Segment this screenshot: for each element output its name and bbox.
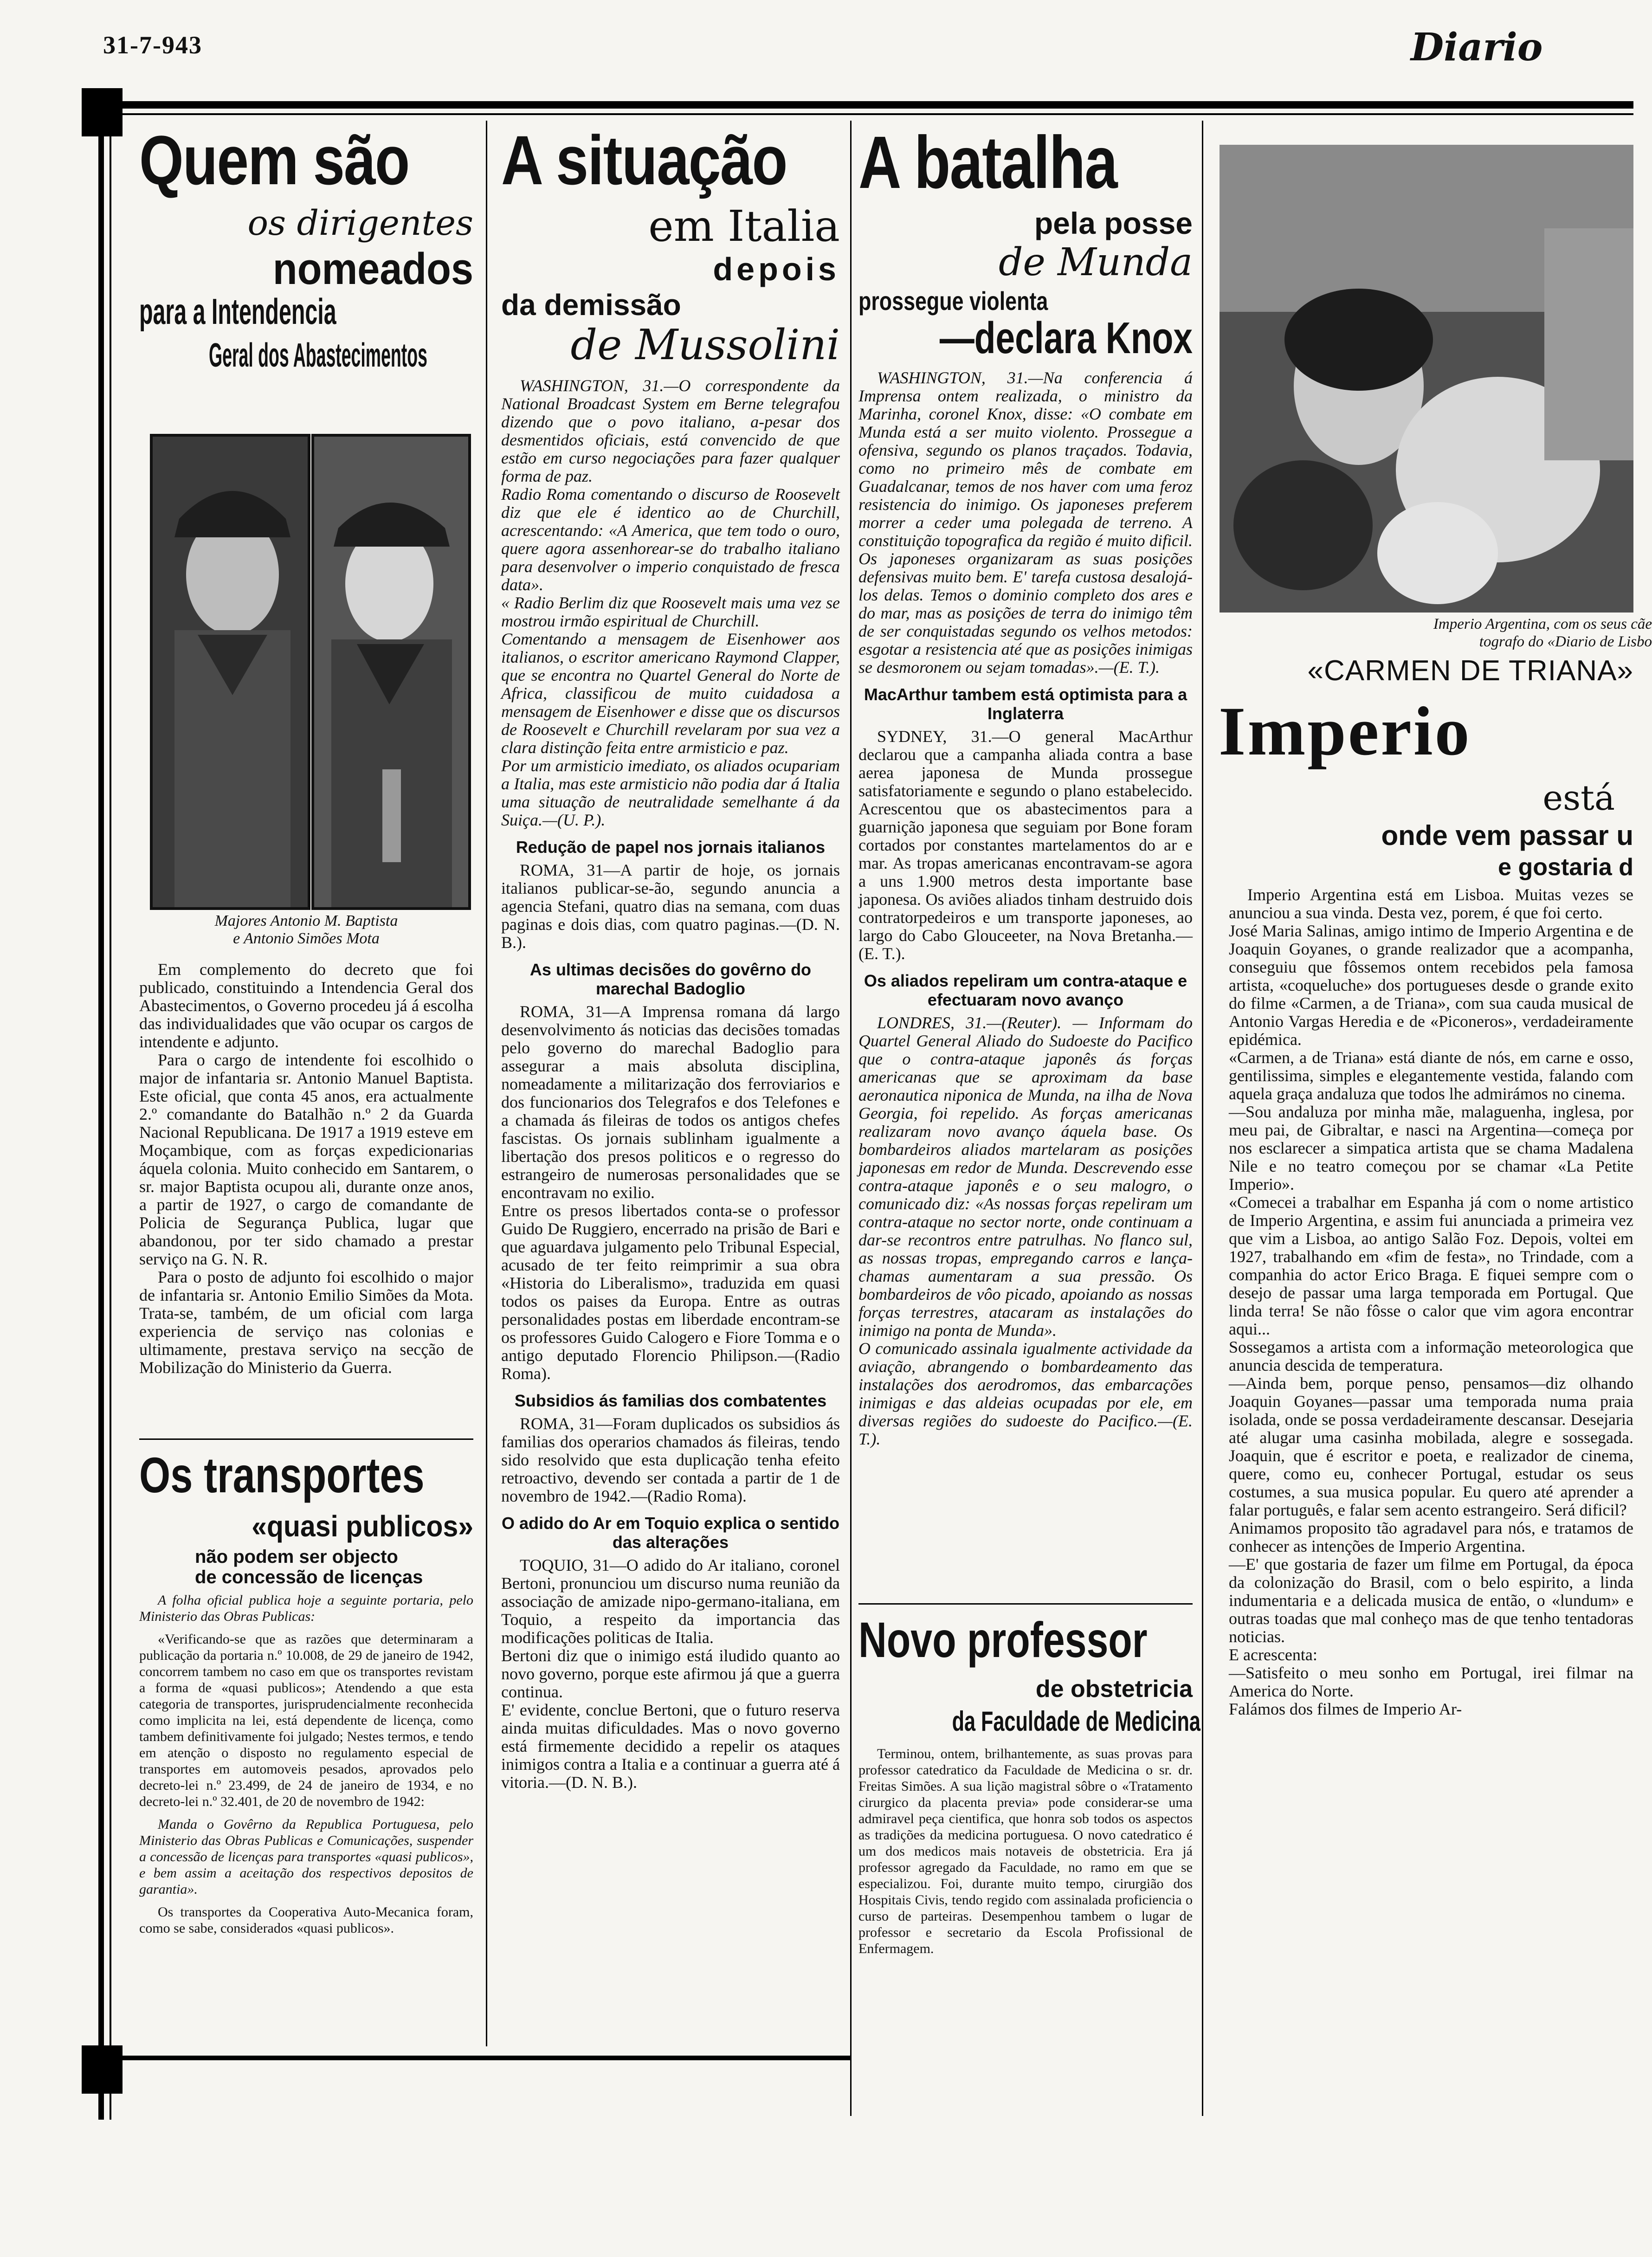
portrait-baptista xyxy=(151,435,309,909)
subhead-gostaria: e gostaria d xyxy=(1498,854,1633,881)
italic-paragraph: LONDRES, 31.—(Reuter). — Informam do Quartel General Aliado do Sudoeste do Pacifico que o contra-ataque japonês ás forças americanas que se aproximam da base aeronautica niponica de Munda, na ilha de Nova Georgia, foi repelido. As forças americanas realizaram novo avanço áquela base. Os bombardeiros aliados martelaram as posições japonesas em redor de Munda. Descrevendo esse contra-ataque japonês e o seu malogro, o comunicado diz: «As nossas forças repeliram um contra-ataque no sector norte, onde continuam a dar-se recontros entre patrulhas. No flanco sul, as nossas tropas, empregando carros e lança-chamas aumentaram a sua pressão. Os bombardeiros de vôo picado, apoiando as nossas forças terrestres, atacaram as instalações do inimigo na ponta de Munda». O comunicado assinala igualmente actividade da aviação, abrangendo o bombardeamento das instalações dos aerodromos, das embarcações inimigas e das aldeias ocupadas por ele, em diversas regiões do sudoeste do Pacifico.—(E. T.). xyxy=(858,1013,1193,1448)
paragraph: Imperio Argentina está em Lisboa. Muitas vezes se anunciou a sua vinda. Desta vez, porem, é que foi certo. José Maria Salinas, amigo intimo de Imperio Argentina e de Joaquin Goyanes, o grande realizador que a acompanha, conseguiu que fôssemos ontem recebidos pela famosa artista, «coqueluche» dos portugueses desde o grande exito do filme «Carmen, a de Triana», com sua cauda musical de Antonio Vargas Heredia e de «Piconeros», verdadeiramente epidémica. «Carmen, a de Triana» está diante de nós, em carne e osso, gentilissima, simples e elegantemente vestida, falando com aquela graça andaluza que todos lhe admirámos no cinema. —Sou andaluza por minha mãe, malaguenha, inglesa, por meu pai, de Gibraltar, e nasci na Argentina—começa por nos esclarecer a simpatica artista que se chama Madalena Nile e no teatro começou por se chamar «La Petite Imperio». «Comecei a trabalhar em Espanha já com o nome artistico de Imperio Argentina, e assim fui anunciada a primeira vez que vim a Lisboa, ao antigo Salão Foz. Depois, voltei em 1927, trabalhando em «fim de festa», no Trindade, com a companhia do actor Erico Braga. E fiquei sempre com o desejo de passar uma larga temporada em Portugal. Que linda terra! Se não fôsse o calor que vim agora encontrar aqui... Sossegamos a artista com a informação meteorologica que anuncia descida de temperatura. —Ainda bem, porque penso, pensamos—diz olhando Joaquin Goyanes—passar uma temporada numa praia isolada, onde se possa verdadeiramente descansar. Desejaria até alugar uma casinha mobilada, alegre e sossegada. Joaquin, que é escritor e poeta, e realizador de cinema, quere, como eu, conhecer Portugal, estudar os seus costumes, a sua musica popular. Eu quero até aprender a falar português, e falar sem acento estrangeiro. Será dificil? Animamos proposito tão agradavel para nós, e tratamos de conhecer as intenções de Imperio Argentina. —E' que gostaria de fazer um filme em Portugal, da época da colonização do Brasil, com o belo espirito, a linda indumentaria e a delicada musica de então, o «lundum» e outras toadas que mal conheço mas de que tenho tentadoras noticias. E acrescenta: —Satisfeito o meu sonho em Portugal, irei filmar na America do Norte. Falámos dos filmes de Imperio Ar- xyxy=(1229,885,1633,1718)
subhead-ultimas-decisoes: As ultimas decisões do govêrno do marechal Badoglio xyxy=(529,960,812,998)
caption-line: Majores Antonio M. Baptista xyxy=(214,912,398,929)
subhead-em-italia: em Italia xyxy=(648,201,840,251)
subhead-adido-ar: O adido do Ar em Toquio explica o sentido das alterações xyxy=(501,1514,840,1552)
page-date: 31-7-943 xyxy=(103,31,202,59)
headline-a-batalha: A batalha xyxy=(858,121,1117,204)
subhead-onde-vem: onde vem passar u xyxy=(1381,820,1633,851)
subhead-demissao: da demissão xyxy=(501,288,681,322)
subhead-pela-posse: pela posse xyxy=(1034,206,1193,240)
column-separator xyxy=(486,121,487,2046)
headline-imperio: Imperio xyxy=(1219,693,1471,770)
article-situacao-italia xyxy=(501,121,840,2051)
closing-paragraph: Os transportes da Cooperativa Auto-Mecanica foram, como se sabe, considerados «quasi publicos». xyxy=(139,1904,473,1936)
article-divider xyxy=(139,1438,473,1440)
left-block-top xyxy=(82,88,123,136)
subhead-prossegue: prossegue violenta xyxy=(858,286,1048,316)
subhead-concessao: de concessão de licenças xyxy=(195,1567,423,1587)
portrait-simoes-mota-image xyxy=(313,435,470,909)
caption-line: Imperio Argentina, com os seus cãe xyxy=(1433,616,1652,632)
top-rule-thin xyxy=(98,113,1633,115)
photo-caption xyxy=(1216,615,1652,651)
article-novo-professor xyxy=(858,1612,1200,2116)
kicker-carmen-triana: «CARMEN DE TRIANA» xyxy=(1307,655,1633,687)
subhead-quasi-publicos: «quasi publicos» xyxy=(252,1509,473,1543)
top-rule xyxy=(98,101,1633,109)
photo-caption xyxy=(139,912,473,948)
paragraph: Para o posto de adjunto foi escolhido o major de infantaria sr. Antonio Emilio Simões da Mota. Trata-se, também, de um oficial com larga experiencia de serviço nas colonias e ultimamente, prestava serviço na secção de Mobilização do Ministerio da Guerra. xyxy=(139,1268,473,1377)
intro-paragraph: A folha oficial publica hoje a seguinte portaria, pelo Ministerio das Obras Publicas: xyxy=(139,1593,473,1624)
photo-imperio-argentina-image xyxy=(1220,145,1633,613)
subhead-macarthur: MacArthur tambem está optimista para a Inglaterra xyxy=(864,685,1187,723)
headline-novo-professor: Novo professor xyxy=(858,1612,1148,1668)
subhead-os-dirigentes: os dirigentes xyxy=(247,203,473,243)
paragraph: ROMA, 31—A partir de hoje, os jornais italianos publicar-se-ão, segundo anuncia a agencia Stefani, quatro dias na semana, com duas paginas e dois dias, com quatro paginas.—(D. N. B.). xyxy=(501,861,840,952)
article-divider xyxy=(858,1603,1193,1605)
paragraph: «Verificando-se que as razões que determinaram a publicação da portaria n.º 10.008, de 29 de janeiro de 1942, concorrem tambem no caso em que os transportes revistam a forma de «quasi publicos»; Atendendo a que esta categoria de transportes, jurisprudencialmente reconhecida como implicita na lei, está dependente de licença, como tambem definitivamente foi julgado; Nestes termos, e tendo em atenção o disposto no regulamento especial de transportes em automoveis pesados, aprovados pelo decreto-lei n.º 23.499, de 24 de janeiro de 1934, e no decreto-lei n.º 32.401, de 20 de novembro de 1942: xyxy=(139,1631,473,1809)
subhead-nomeados: nomeados xyxy=(272,244,473,294)
article-body xyxy=(139,961,473,1377)
headline-transportes: Os transportes xyxy=(139,1447,425,1503)
paragraph: TOQUIO, 31—O adido do Ar italiano, coronel Bertoni, pronunciou um discurso numa reunião da associação de amizade nipo-germano-italiana, em Toquio, a respeito da importancia das modificações politicas de Italia. Bertoni diz que o inimigo está iludido quanto ao novo governo, porque este afirmou já que a guerra continua. E' evidente, conclue Bertoni, que o futuro reserva ainda muitas dificuldades. Mas o novo governo está firmemente decidido a repelir os ataques inimigos contra a Italia e a continuar a guerra até á vitoria.—(D. N. B.). xyxy=(501,1556,840,1792)
subhead-aliados-repeliram: Os aliados repeliram um contra-ataque e efectuaram novo avanço xyxy=(864,971,1187,1009)
italic-paragraph: WASHINGTON, 31.—O correspondente da National Broadcast System em Berne telegrafou dizendo que o povo italiano, a-pesar dos desmentidos oficiais, está convencido de que estão em curso negociações para fazer qualquer forma de paz. Radio Roma comentando o discurso de Roosevelt diz que ele é identico ao de Churchill, acrescentando: «A America, que tem todo o ouro, quere agora assenhorear-se do trabalho italiano para desenvolver o imperio conquistado de fresca data». « Radio Berlim diz que Roosevelt mais uma vez se mostrou irmão espiritual de Churchill. Comentando a mensagem de Eisenhower aos italianos, o escritor americano Raymond Clapper, que se encontra no Quartel General do Norte de Africa, classificou de muito cuidadosa a mensagem de Eisenhower e disse que os discursos de Roosevelt e Churchill revelaram por sua vez a clara distinção feita entre armisticio e paz. Por um armisticio imediato, os aliados ocupariam a Italia, mas este armisticio não podia dar á Italia uma situação de neutralidade semelhante á da Suiça.—(U. P.). xyxy=(501,376,840,829)
subhead-obstetricia: de obstetricia xyxy=(1035,1676,1193,1702)
subhead-subsidios: Subsidios ás familias dos combatentes xyxy=(514,1391,827,1410)
subhead-mussolini: de Mussolini xyxy=(570,321,840,369)
article-quem-sao xyxy=(139,121,473,1438)
article-transportes xyxy=(139,1447,473,2049)
article-batalha-munda xyxy=(858,121,1193,1601)
left-border xyxy=(98,101,104,2120)
subhead-reducao-papel: Redução de papel nos jornais italianos xyxy=(516,838,826,857)
left-border-thin xyxy=(110,101,111,2120)
newspaper-title: Diario xyxy=(1411,25,1543,70)
paragraph: SYDNEY, 31.—O general MacArthur declarou que a campanha aliada contra a base aerea japonesa de Munda prossegue satisfatoriamente e segundo o plano estabelecido. Acrescentou que os abastecimentos para a guarnição japonesa que seguiam por Bone foram cortados por constantes martelamentos do ar e mar. As tropas americanas encontravam-se agora a uns 1.900 metros desta importante base japonesa. Os aviões aliados tinham destruido dois contratorpedeiros e um transporte japoneses, ao largo do Cabo Glouceeter, na Nova Bretanha.—(E. T.). xyxy=(858,727,1193,963)
paragraph: ROMA, 31—Foram duplicados os subsidios ás familias dos operarios chamados ás fileiras, tendo sido resolvido que esta duplicação tenha efeito retroactivo, devendo ser contada a partir de 1 de novembro de 1942.—(Radio Roma). xyxy=(501,1414,840,1505)
subhead-intendencia: para a Intendencia xyxy=(139,291,336,332)
subhead-faculdade: da Faculdade de Medicina xyxy=(952,1706,1200,1737)
paragraph: Terminou, ontem, brilhantemente, as suas provas para professor catedratico da Faculdade de Medicina o sr. dr. Freitas Simões. A sua lição magistral sôbre o «Tratamento cirurgico da placenta previa» pode considerar-se uma admiravel peça cientifica, que honra sob todos os aspectos as tradições da medicina portuguesa. O novo catedratico é um dos medicos mais notaveis de obstetricia. Era já professor agregado da Faculdade, no ramo em que se especializou. Foi, durante muito tempo, cirurgião dos Hospitais Civis, tendo regido com assinalada proficiencia o curso de parteiras. Desempenhou tambem o lugar de professor e secretario da Escola Profissional de Enfermagem. xyxy=(858,1746,1193,1956)
portrait-simoes-mota xyxy=(313,435,470,909)
headline-a-situacao: A situação xyxy=(501,121,787,199)
subhead-abastecimentos: Geral dos Abastecimentos xyxy=(209,337,427,374)
left-block-bottom xyxy=(82,2045,123,2094)
italic-paragraph: WASHINGTON, 31.—Na conferencia á Imprensa ontem realizada, o ministro da Marinha, coronel Knox, disse: «O combate em Munda está a ser muito violento. Prossegue a ofensiva, segundo os planos traçados. Todavia, como no primeiro mês de combate em Guadalcanar, temos de nos haver com uma feroz resistencia do inimigo. Os japoneses preferem morrer a ceder uma polegada de terreno. A constituição topografica da região é muito dificil. Os japoneses organizaram as suas posições defensivas muito bem. E' tarefa custosa desalojá-los delas. Temos o dominio completo dos ares e do mar, mas as posições de terra do inimigo têm de ser conquistadas segundo os velhos metodos: esgotar a resistencia até que as posições inimigas se desmoronem ou sejam tomadas».—(E. T.). xyxy=(858,368,1193,677)
italic-paragraph: Manda o Govêrno da Republica Portuguesa, pelo Ministerio das Obras Publicas e Comunicações, suspender a concessão de licenças para transportes «quasi publicos», e bem assim a aceitação dos respectivos depositos de garantia». xyxy=(139,1817,473,1897)
paragraph: ROMA, 31—A Imprensa romana dá largo desenvolvimento ás noticias das decisões tomadas pelo governo do marechal Badoglio para assegurar a mais absoluta disciplina, nomeadamente a militarização dos ferroviarios e dos funcionarios dos Telegrafos e dos Telefones e a chamada ás fileiras de todos os antigos chefes fascistas. Os jornais sublinham igualmente a libertação dos presos politicos e o regresso do estrangeiro de numerosas personalidades que se encontravam no exilio. Entre os presos libertados conta-se o professor Guido De Ruggiero, encerrado na prisão de Bari e que aguardava julgamento pelo Tribunal Especial, acusado de ter feito reimprimir a sua obra «Historia do Liberalismo», traduzida em quasi todos os paises da Europa. Entre as outras personalidades postas em liberdade encontram-se os professores Guido Calogero e Fiore Tomma e o antigo deputado Florencio Philipson.—(Radio Roma). xyxy=(501,1002,840,1383)
caption-line: tografo do «Diario de Lisbo xyxy=(1479,633,1652,650)
caption-line: e Antonio Simões Mota xyxy=(233,930,380,947)
portrait-baptista-image xyxy=(151,435,309,909)
subhead-de-munda: de Munda xyxy=(998,240,1193,284)
column-separator xyxy=(850,121,852,2116)
paragraph: Em complemento do decreto que foi publicado, constituindo a Intendencia Geral dos Abastecimentos, o Governo procedeu já á escolha das individualidades que vão ocupar os cargos de intendente e adjunto. xyxy=(139,960,473,1051)
bottom-left-rule xyxy=(98,2056,850,2060)
column-separator xyxy=(1202,121,1203,2116)
subhead-esta: está xyxy=(1542,778,1615,818)
photo-imperio-argentina xyxy=(1220,145,1633,613)
subhead-declara-knox: —declara Knox xyxy=(939,313,1193,363)
subhead-nao-podem: não podem ser objecto xyxy=(195,1547,398,1567)
subhead-depois: depois xyxy=(713,251,840,287)
paragraph: Para o cargo de intendente foi escolhido o major de infantaria sr. Antonio Manuel Baptista. Este oficial, que conta 45 anos, era actualmente 2.º comandante do Batalhão n.º 2 da Guarda Nacional Republicana. De 1917 a 1919 esteve em Moçambique, com as forças expedicionarias áquela colonia. Muito conhecido em Santarem, o sr. major Baptista ocupou ali, durante onze anos, a partir de 1927, o cargo de comandante de Policia de Segurança Publica, lugar que abandonou, por ter sido chamado a prestar serviço na G. N. R. xyxy=(139,1051,473,1268)
article-imperio-argentina xyxy=(1216,615,1652,2119)
headline-quem-sao: Quem são xyxy=(139,121,409,199)
